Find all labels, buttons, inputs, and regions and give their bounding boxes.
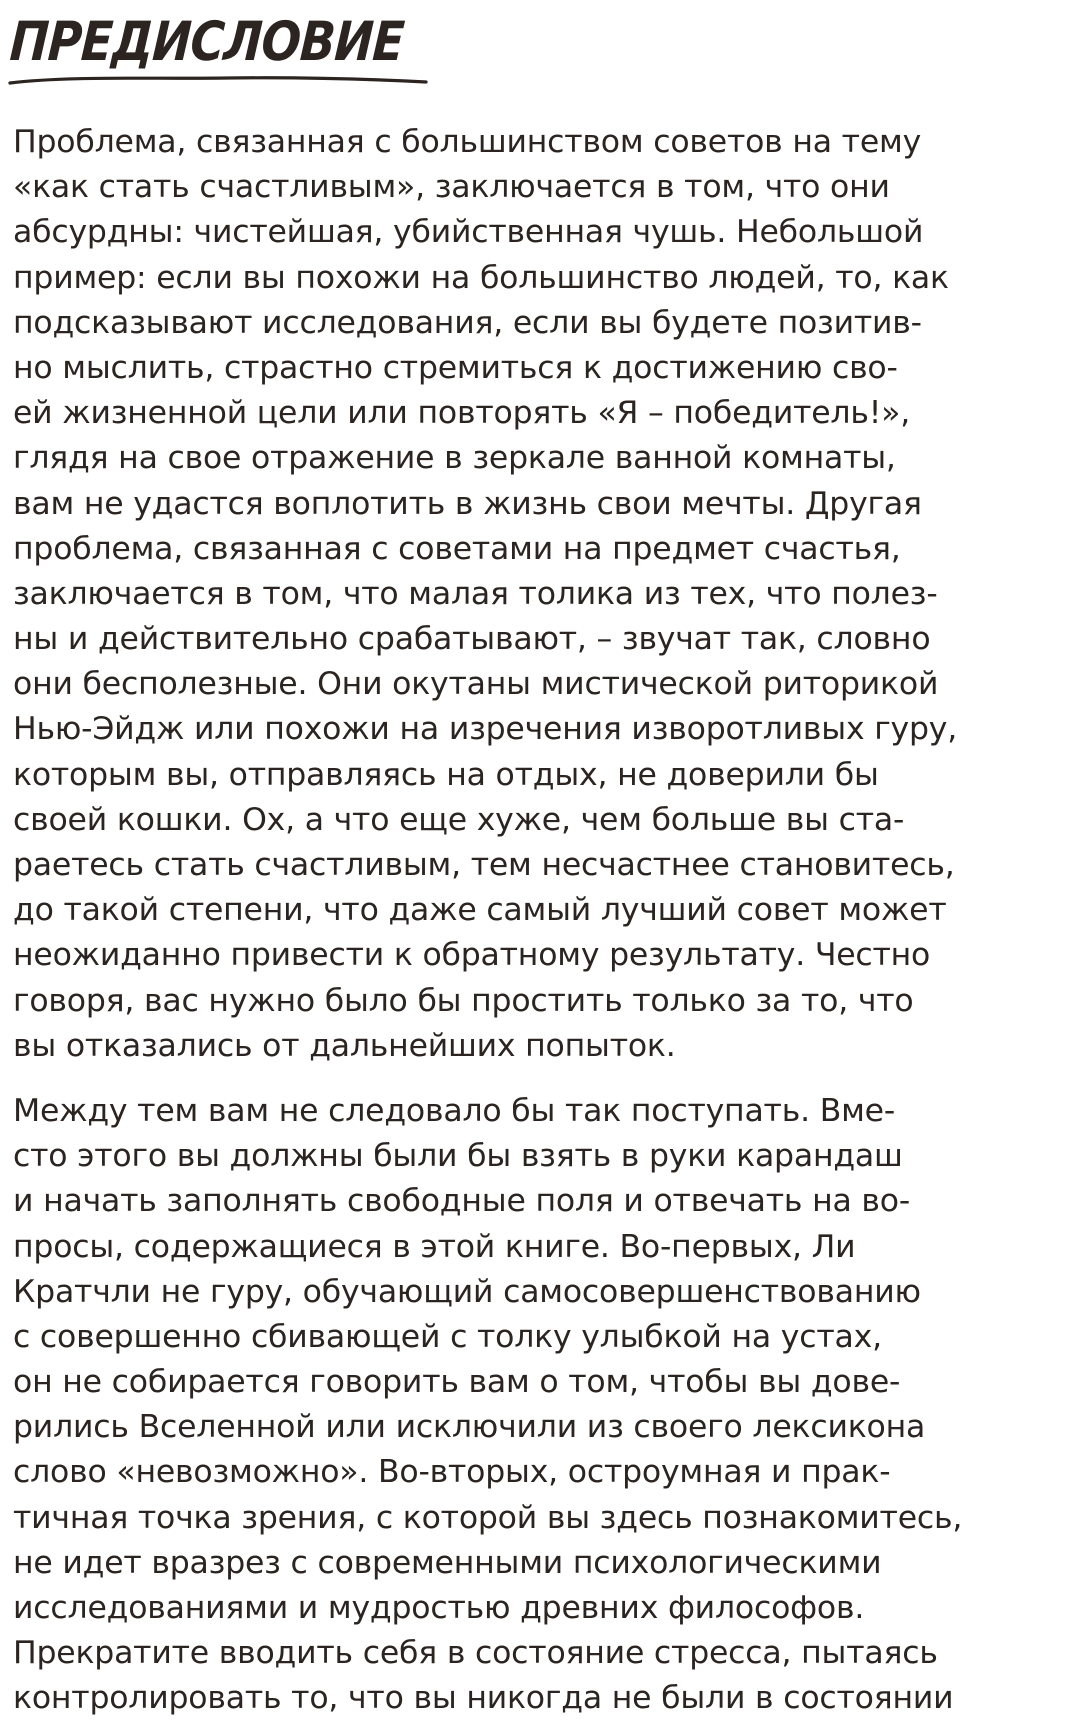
text-line: раетесь стать счастливым, тем несчастнее становитесь, [13, 847, 955, 883]
chapter-heading [8, 10, 428, 92]
text-line: Проблема, связанная с большинством советов на тему [13, 124, 922, 160]
text-line: вы отказались от дальнейших попыток. [13, 1027, 676, 1064]
text-line: сто этого вы должны были бы взять в руки карандаш [13, 1138, 903, 1175]
paragraph [13, 120, 1081, 1069]
text-line: подсказывают исследования, если вы будете позитив- [13, 304, 922, 341]
text-line: Между тем вам не следовало бы так поступать. Вме- [13, 1092, 896, 1129]
text-line: до такой степени, что даже самый лучший совет может [13, 892, 947, 929]
heading-underline-stroke [8, 70, 428, 92]
text-line: своей кошки. Ох, а что еще хуже, чем больше вы ста- [13, 801, 905, 838]
text-line: рились Вселенной или исключили из своего лексикона [13, 1409, 926, 1446]
text-line: вам не удастся воплотить в жизнь свои мечты. Другая [13, 485, 922, 522]
text-line: они бесполезные. Они окутаны мистической риторикой [13, 666, 939, 703]
text-line: заключается в том, что малая толика из тех, что полез- [13, 575, 938, 612]
text-line: проблема, связанная с советами на предмет счастья, [13, 530, 901, 567]
text-line: он не собирается говорить вам о том, чтобы вы дове- [13, 1364, 901, 1401]
text-line: говоря, вас нужно было бы простить только за то, что [13, 982, 914, 1019]
text-line: пример: если вы похожи на большинство людей, то, как [13, 259, 949, 296]
text-line: и начать заполнять свободные поля и отвечать на во- [13, 1183, 911, 1220]
text-line: ны и действительно срабатывают, – звучат так, словно [13, 621, 931, 658]
text-line: не идет вразрез с современными психологическими [13, 1544, 882, 1581]
text-line: но мыслить, страстно стремиться к достижению сво- [13, 349, 898, 386]
text-line: Кратчли не гуру, обучающий самосовершенствованию [13, 1273, 921, 1310]
text-line: Прекратите вводить себя в состояние стресса, пытаясь [13, 1635, 938, 1672]
text-line: абсурдны: чистейшая, убийственная чушь. Небольшой [13, 214, 924, 251]
text-line: «как стать счастливым», заключается в том, что они [13, 169, 890, 206]
text-line: тичная точка зрения, с которой вы здесь познакомитесь, [13, 1499, 963, 1536]
text-line: неожиданно привести к обратному результату. Честно [13, 937, 931, 974]
body-text [13, 120, 1081, 1722]
text-line: слово «невозможно». Во-вторых, остроумная и прак- [13, 1454, 891, 1491]
text-line: с совершенно сбивающей с толку улыбкой на устах, [13, 1318, 882, 1355]
text-line: просы, содержащиеся в этой книге. Во-первых, Ли [13, 1228, 856, 1265]
text-line: ей жизненной цели или повторять «Я – победитель!», [13, 395, 911, 432]
text-line: контролировать то, что вы никогда не были в состоянии [13, 1680, 954, 1717]
text-line: исследованиями и мудростью древних философов. [13, 1590, 865, 1626]
text-line: глядя на свое отражение в зеркале ванной комнаты, [13, 440, 896, 477]
text-line: Нью-Эйдж или похожи на изречения изворотливых гуру, [13, 711, 958, 748]
text-line: которым вы, отправляясь на отдых, не доверили бы [13, 756, 879, 793]
paragraph [13, 1089, 1081, 1722]
chapter-title: ПРЕДИСЛОВИЕ [8, 10, 406, 73]
